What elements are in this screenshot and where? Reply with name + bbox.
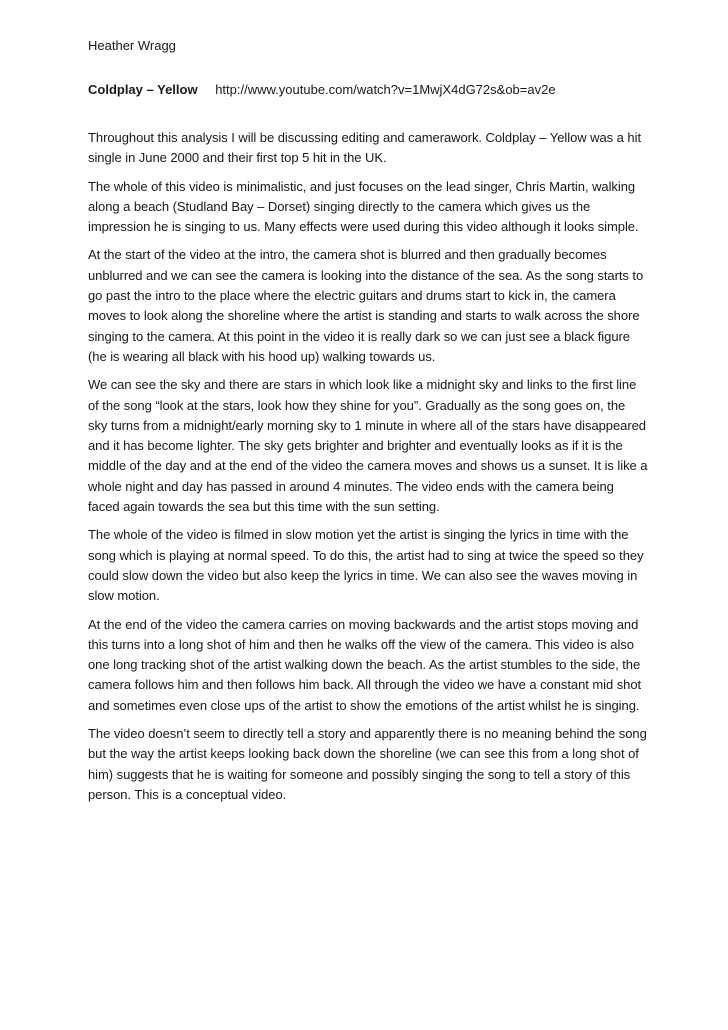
- paragraph: The whole of this video is minimalistic, and just focuses on the lead singer, Chris Martin, walking along a beach (Studland Bay – Dorset) singing directly to the camera which gives us the impression he is singing to us. Many effects were used during this video although it looks simple.: [88, 178, 639, 235]
- title-line: [88, 80, 648, 100]
- document-page: [88, 36, 648, 813]
- paragraph: The whole of the video is filmed in slow motion yet the artist is singing the lyrics in time with the song which is playing at normal speed. To do this, the artist had to sing at twice the speed so they could slow down the video but also keep the lyrics in time. We can also see the waves moving in slow motion.: [88, 527, 644, 604]
- paragraph: The video doesn’t seem to directly tell a story and apparently there is no meaning behind the song but the way the artist keeps looking back down the shoreline (we can see this from a long shot of him) suggests that he is waiting for someone and possibly singing the song to tell a story of this person. This is a conceptual video.: [88, 726, 647, 802]
- paragraph: At the start of the video at the intro, the camera shot is blurred and then gradually becomes unblurred and we can see the camera is looking into the distance of the sea. As the song starts to go past the intro to the place where the electric guitars and drums start to kick in, the camera moves to look along the shoreline where the artist is standing and starts to walk across the shore singing to the camera. At this point in the video it is really dark so we can just see a black figure (he is wearing all black with his hood up) walking towards us.: [88, 247, 644, 364]
- document-body: [88, 128, 648, 805]
- video-url: http://www.youtube.com/watch?v=1MwjX4dG72s&ob=av2e: [215, 82, 556, 97]
- author-name: Heather Wragg: [88, 38, 176, 53]
- paragraph: At the end of the video the camera carries on moving backwards and the artist stops moving and this turns into a long shot of him and then he walks off the view of the camera. This video is also one long tracking shot of the artist walking down the beach. As the artist stumbles to the side, the camera follows him and then follows him back. All through the video we have a constant mid shot and sometimes even close ups of the artist to show the emotions of the artist whilst he is singing.: [88, 616, 642, 713]
- paragraph: We can see the sky and there are stars in which look like a midnight sky and links to the first line of the song “look at the stars, look how they shine for you”. Gradually as the song goes on, the sky turns from a midnight/early morning sky to 1 minute in where all of the stars have disappeared and it has become lighter. The sky gets brighter and brighter and eventually looks as if it is the middle of the day and at the end of the video the camera moves and shows us a sunset. It is like a whole night and day has passed in around 4 minutes. The video ends with the camera being faced again towards the sea but this time with the sun setting.: [88, 377, 648, 515]
- document-title: Coldplay – Yellow: [88, 82, 198, 97]
- paragraph: Throughout this analysis I will be discussing editing and camerawork. Coldplay – Yellow was a hit single in June 2000 and their first top 5 hit in the UK.: [88, 130, 642, 166]
